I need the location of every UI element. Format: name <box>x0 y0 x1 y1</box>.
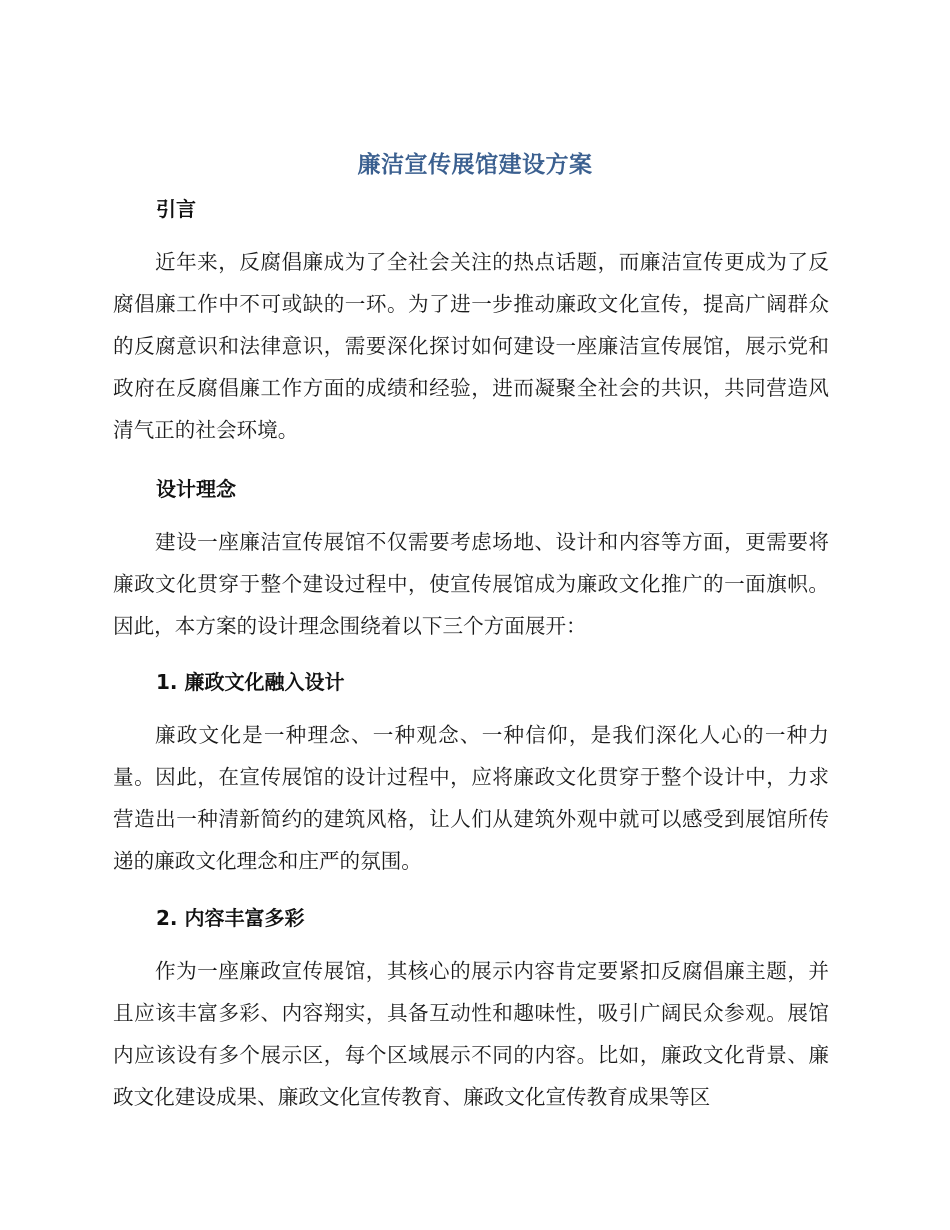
section-heading-introduction: 引言 <box>156 197 196 221</box>
section-heading-design-concept: 设计理念 <box>156 477 236 501</box>
section-paragraph-introduction: 近年来，反腐倡廉成为了全社会关注的热点话题，而廉洁宣传更成为了反腐倡廉工作中不可或缺的一环。为了进一步推动廉政文化宣传，提高广阔群众的反腐意识和法律意识，需要深化探讨如何建设一座廉洁宣传展馆，展示党和政府在反腐倡廉工作方面的成绩和经验，进而凝聚全社会的共识，共同营造风清气正的社会环境。 <box>113 250 829 442</box>
section-paragraph-design-concept: 建设一座廉洁宣传展馆不仅需要考虑场地、设计和内容等方面，更需要将廉政文化贯穿于整个建设过程中，使宣传展馆成为廉政文化推广的一面旗帜。因此，本方案的设计理念围绕着以下三个方面展开： <box>113 530 829 638</box>
subsection-heading-2: 2. 内容丰富多彩 <box>156 906 305 930</box>
subsection-heading-1: 1. 廉政文化融入设计 <box>156 670 345 694</box>
subsection-paragraph-1: 廉政文化是一种理念、一种观念、一种信仰，是我们深化人心的一种力量。因此，在宣传展馆的设计过程中，应将廉政文化贯穿于整个设计中，力求营造出一种清新简约的建筑风格，让人们从建筑外观中就可以感受到展馆所传递的廉政文化理念和庄严的氛围。 <box>113 723 829 873</box>
document-title: 廉洁宣传展馆建设方案 <box>357 152 593 178</box>
subsection-paragraph-2: 作为一座廉政宣传展馆，其核心的展示内容肯定要紧扣反腐倡廉主题，并且应该丰富多彩、内容翔实，具备互动性和趣味性，吸引广阔民众参观。展馆内应该设有多个展示区，每个区域展示不同的内容。比如，廉政文化背景、廉政文化建设成果、廉政文化宣传教育、廉政文化宣传教育成果等区 <box>113 959 829 1109</box>
